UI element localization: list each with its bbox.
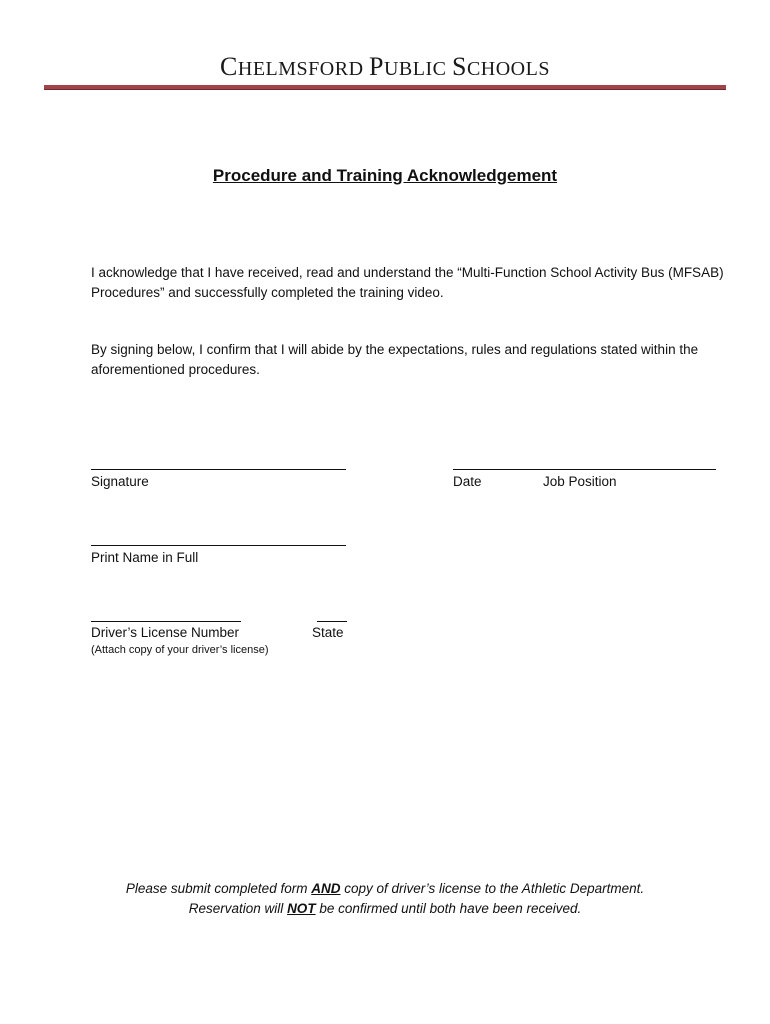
date-label: Date xyxy=(453,474,482,489)
footer-line1-text-end: copy of driver’s license to the Athletic Department. xyxy=(340,881,645,896)
footer-line1-emphasis: AND xyxy=(311,881,341,896)
organization-header xyxy=(0,52,770,82)
license-number-label: Driver’s License Number xyxy=(91,625,240,640)
document-title: Procedure and Training Acknowledgement xyxy=(212,166,558,185)
header-divider xyxy=(44,85,726,89)
date-job-position-line[interactable] xyxy=(453,469,716,470)
license-number-line[interactable] xyxy=(91,621,241,622)
footer-line2-text: Reservation will xyxy=(188,901,288,916)
footer-line2-text-end: be confirmed until both have been received. xyxy=(315,901,582,916)
print-name-line[interactable] xyxy=(91,545,346,546)
footer-instruction-line1 xyxy=(0,879,770,899)
footer-line1-text: Please submit completed form xyxy=(125,881,312,896)
acknowledgement-paragraph: I acknowledge that I have received, read and understand the “Multi-Function School Activity Bus (MFSAB) Procedures” and successfully completed the training video. xyxy=(91,265,724,300)
header-word-public: UBLIC xyxy=(383,58,452,80)
header-word-schools: CHOOLS xyxy=(466,58,550,80)
header-initial-s: S xyxy=(451,52,467,81)
footer-line2-emphasis: NOT xyxy=(287,901,316,916)
print-name-label: Print Name in Full xyxy=(91,550,199,565)
header-initial-c: C xyxy=(220,52,238,81)
signature-line[interactable] xyxy=(91,469,346,470)
confirmation-paragraph: By signing below, I confirm that I will abide by the expectations, rules and regulations stated within the aforementioned procedures. xyxy=(91,342,699,377)
footer-instruction-line2 xyxy=(0,899,770,919)
signature-label: Signature xyxy=(91,474,149,489)
header-initial-p: P xyxy=(369,52,384,81)
state-line[interactable] xyxy=(317,621,347,622)
license-attach-note: (Attach copy of your driver’s license) xyxy=(91,644,269,656)
job-position-label: Job Position xyxy=(543,474,617,489)
header-word-chelmsford: HELMSFORD xyxy=(237,58,370,80)
state-label: State xyxy=(312,625,344,640)
